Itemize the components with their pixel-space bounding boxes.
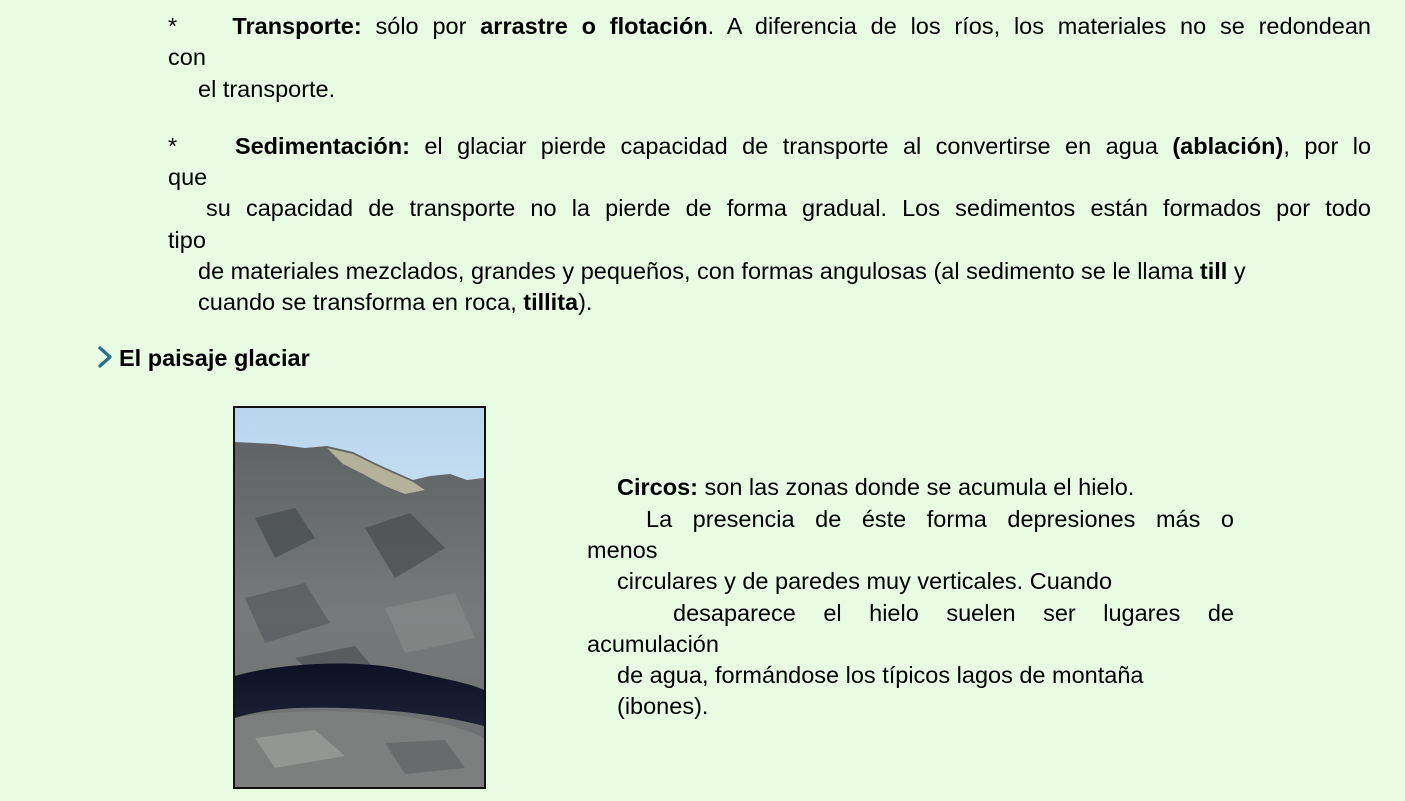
transport-line-2: el transporte. [198, 76, 336, 102]
bullet: * [168, 133, 178, 159]
circos-label: Circos: [617, 474, 698, 500]
transport-wrap: con [168, 44, 206, 70]
circos-line-5: de agua, formándose los típicos lagos de montaña [617, 662, 1144, 688]
sedimentation-line-1: * Sedimentación: el glaciar pierde capacidad de transporte al convertirse en agua (ablación), por lo [168, 133, 1372, 159]
circos-line-2: La presencia de éste forma depresiones más o [646, 506, 1234, 532]
chevron-right-icon [96, 345, 116, 369]
sedimentation-line-2: su capacidad de transporte no la pierde de forma gradual. Los sedimentos están formados por todo [206, 195, 1371, 221]
section-heading [96, 343, 310, 374]
sedimentation-label: Sedimentación: [234, 133, 410, 159]
circos-wrap-2: acumulación [587, 631, 719, 657]
glacial-cirque-photo [233, 406, 486, 789]
cirque-illustration [235, 408, 484, 787]
transport-line-1: * Transporte: sólo por arrastre o flotación. A diferencia de los ríos, los materiales no se redondean [168, 13, 1371, 39]
circos-line-6: (ibones). [617, 693, 709, 719]
circos-line-1: Circos: son las zonas donde se acumula el hielo. [617, 474, 1135, 500]
tillita-term: tillita [523, 289, 579, 315]
section-title: El paisaje glaciar [119, 345, 310, 371]
circos-wrap-1: menos [587, 537, 658, 563]
sedimentation-line-3: de materiales mezclados, grandes y pequeños, con formas angulosas (al sedimento se le llama till y [198, 258, 1246, 284]
sedimentation-line-4: cuando se transforma en roca, tillita). [198, 289, 593, 315]
circos-line-3: circulares y de paredes muy verticales. Cuando [617, 568, 1113, 594]
sedimentation-wrap-1: que [168, 164, 208, 190]
till-term: till [1199, 258, 1228, 284]
sedimentation-wrap-2: tipo [168, 227, 206, 253]
ablation-term: (ablación) [1172, 133, 1284, 159]
transport-label: Transporte: [232, 13, 362, 39]
circos-line-4: desaparece el hielo suelen ser lugares de [673, 600, 1234, 626]
bullet: * [168, 13, 178, 39]
transport-bold: arrastre o flotación [480, 13, 708, 39]
